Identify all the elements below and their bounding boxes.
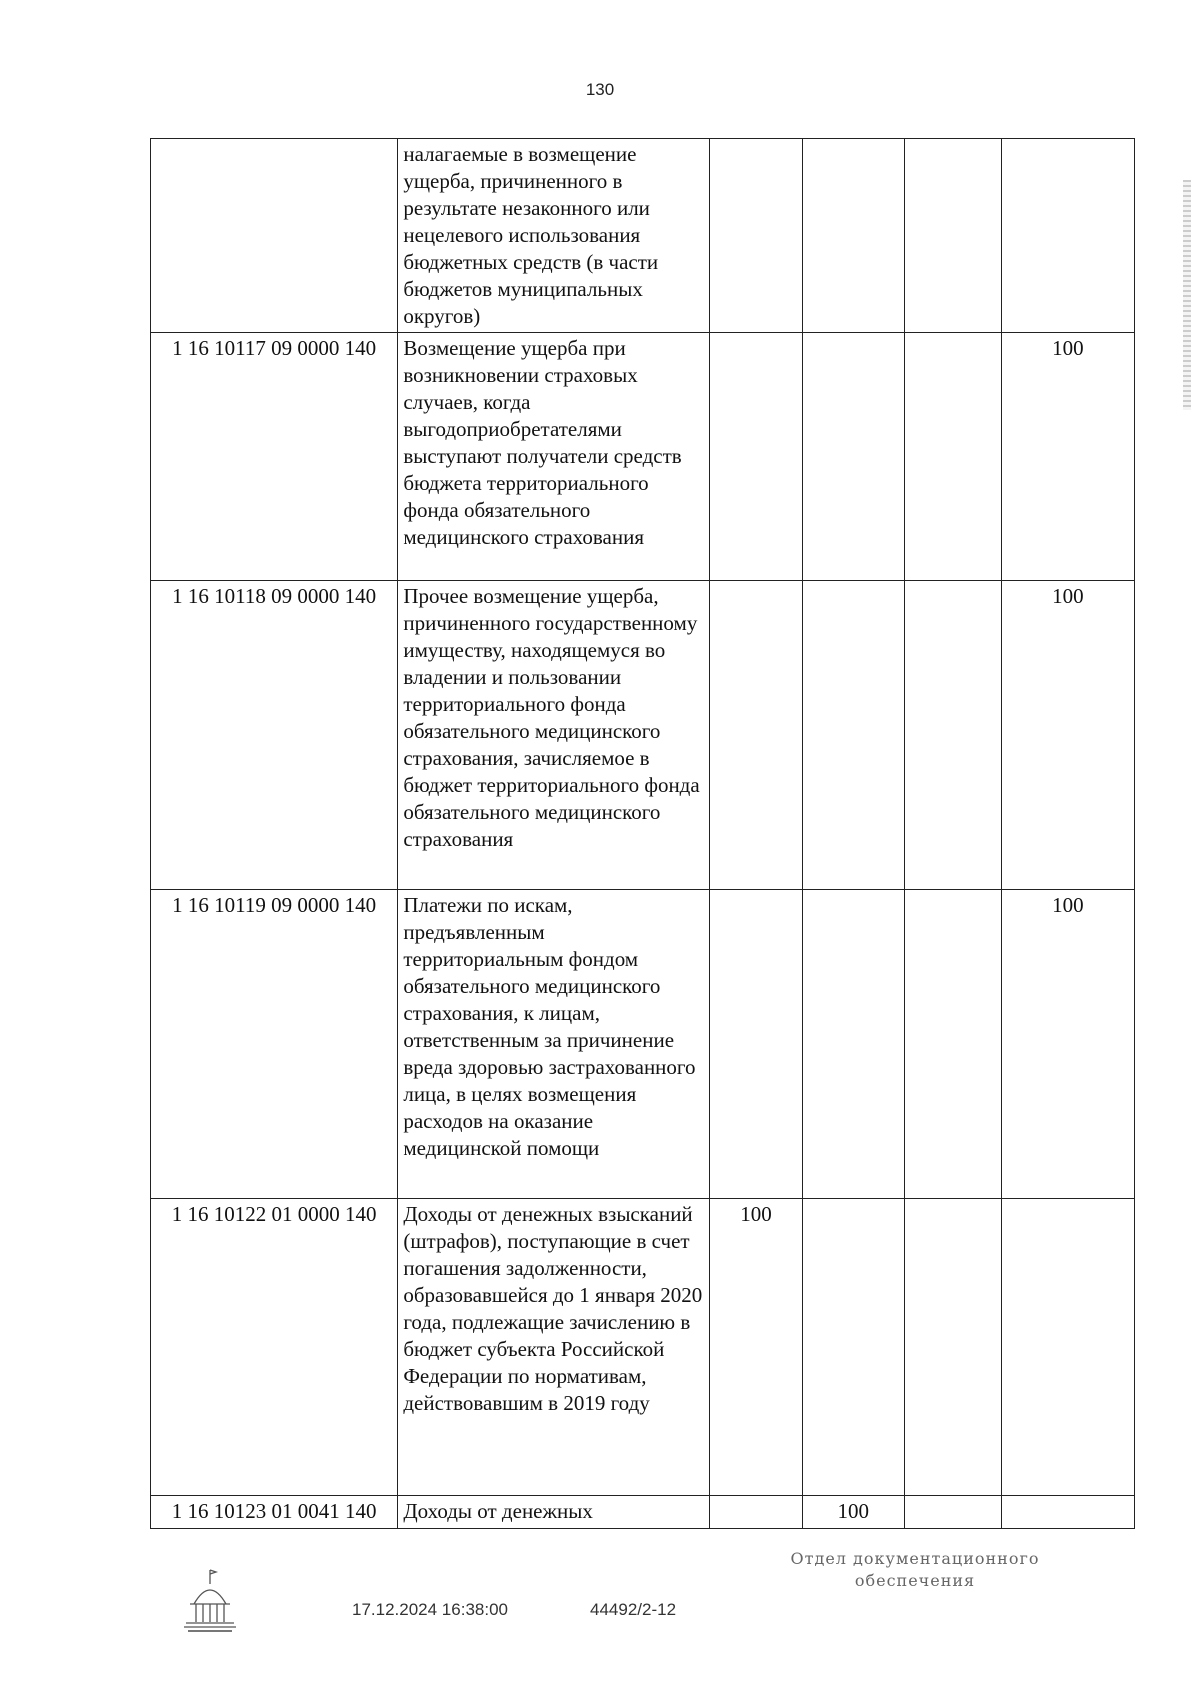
revenue-code: 1 16 10123 01 0041 140 [151, 1496, 398, 1529]
revenue-code: 1 16 10118 09 0000 140 [151, 581, 398, 890]
value-cell [1001, 1199, 1134, 1496]
table-row [151, 890, 1135, 1199]
department-stamp [765, 1548, 1065, 1592]
revenue-table [150, 138, 1135, 1529]
revenue-description: Платежи по искам, предъявленным территориальным фондом обязательного медицинского страхования, к лицам, ответственным за причинение вреда здоровью застрахованного лица, в целях возмещения расходов на оказание медицинской помощи [398, 890, 710, 1199]
page-number: 130 [585, 80, 615, 99]
table-row [151, 139, 1135, 333]
revenue-description: Прочее возмещение ущерба, причиненного государственному имуществу, находящемуся во владении и пользовании территориального фонда обязательного медицинского страхования, зачисляемое в бюджет территориального фонда обязательного медицинского страхования [398, 581, 710, 890]
table-row [151, 333, 1135, 581]
value-cell [904, 1199, 1001, 1496]
value-cell [904, 139, 1001, 333]
value-cell: 100 [710, 1199, 802, 1496]
value-cell [802, 890, 904, 1199]
value-cell [710, 139, 802, 333]
value-cell [904, 1496, 1001, 1529]
stamp-line: обеспечения [854, 1571, 976, 1590]
table-row [151, 1496, 1135, 1529]
value-cell [710, 333, 802, 581]
value-cell: 100 [802, 1496, 904, 1529]
value-cell [904, 890, 1001, 1199]
value-cell: 100 [1001, 890, 1134, 1199]
value-cell [710, 1496, 802, 1529]
value-cell: 100 [1001, 581, 1134, 890]
revenue-code: 1 16 10119 09 0000 140 [151, 890, 398, 1199]
revenue-code [151, 139, 398, 333]
revenue-description: Доходы от денежных [398, 1496, 710, 1529]
value-cell [802, 333, 904, 581]
table-row [151, 1199, 1135, 1496]
revenue-description: Доходы от денежных взысканий (штрафов), поступающие в счет погашения задолженности, образовавшейся до 1 января 2020 года, подлежащие зачислению в бюджет субъекта Российской Федерации по нормативам, действовавшим в 2019 году [398, 1199, 710, 1496]
value-cell [1001, 1496, 1134, 1529]
value-cell: 100 [1001, 333, 1134, 581]
value-cell [802, 139, 904, 333]
stamp-line: Отдел документационного [790, 1549, 1040, 1568]
revenue-description: Возмещение ущерба при возникновении страховых случаев, когда выгодоприобретателями выступают получатели средств бюджета территориального фонда обязательного медицинского страхования [398, 333, 710, 581]
revenue-description: налагаемые в возмещение ущерба, причиненного в результате незаконного или нецелевого использования бюджетных средств (в части бюджетов муниципальных округов) [398, 139, 710, 333]
document-timestamp: 17.12.2024 16:38:00 [352, 1600, 508, 1619]
revenue-code: 1 16 10122 01 0000 140 [151, 1199, 398, 1496]
value-cell [904, 581, 1001, 890]
value-cell [1001, 139, 1134, 333]
scan-edge-mark [1183, 180, 1191, 410]
value-cell [802, 581, 904, 890]
registration-number: 44492/2-12 [590, 1600, 677, 1619]
value-cell [802, 1199, 904, 1496]
value-cell [710, 581, 802, 890]
revenue-code: 1 16 10117 09 0000 140 [151, 333, 398, 581]
value-cell [710, 890, 802, 1199]
duma-building-logo-icon [180, 1566, 240, 1636]
value-cell [904, 333, 1001, 581]
table-row [151, 581, 1135, 890]
